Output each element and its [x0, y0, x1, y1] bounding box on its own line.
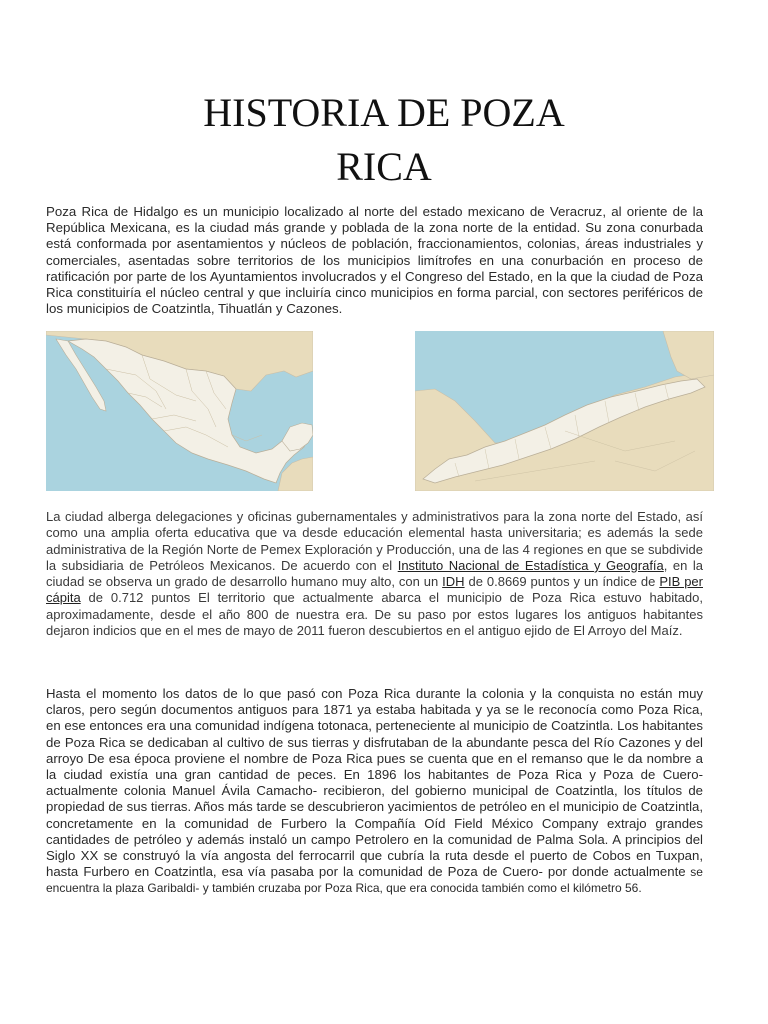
pib-per-capita-link[interactable]: PIB per cápita: [46, 574, 703, 606]
history-paragraph: [46, 686, 703, 897]
intro-paragraph: Poza Rica de Hidalgo es un municipio localizado al norte del estado mexicano de Veracruz, al oriente de la República Mexicana, es la ciudad más grande y poblada de la zona norte de la entidad. Su zona conurbada está conformada por asentamientos y núcleos de población, fraccionamientos, colonias, áreas industriales y comerciales, asentadas sobre territorios de los municipios limítrofes en una conurbación en proceso de ratificación por parte de los Ayuntamientos involucrados y el Congreso del Estado, en la que la ciudad de Poza Rica constituiría el núcleo central y que incluiría cinco municipios en forma parcial, con sectores periféricos de los municipios de Coatzintla, Tihuatlán y Cazones.: [46, 204, 703, 317]
city-paragraph-part1: La ciudad alberga delegaciones y oficinas gubernamentales y administrativos para la zona norte del Estado, así como una amplia oferta educativa que va desde educación elemental hasta universitaria; es además la sede administrativa de la Región Norte de Pemex Exploración y Producción, una de las 4 regiones en que se subdivide la subsidiaria de Petróleos Mexicanos. De acuerdo con el: [46, 509, 703, 573]
history-paragraph-tail: se encuentra la plaza Garibaldi- y también cruzaba por Poza Rica, que era conocida también como el kilómetro 56.: [46, 865, 703, 896]
city-paragraph-part4: de 0.712 puntos El territorio que actualmente abarca el municipio de Poza Rica estuvo habitado, aproximadamente, desde el año 800 de nuestra era. De su paso por estos lugares los antiguos habitantes dejaron indicios que en el mes de mayo de 2011 fueron descubiertos en el antiguo ejido de El Arroyo del Maíz.: [46, 590, 703, 639]
history-paragraph-main: Hasta el momento los datos de lo que pasó con Poza Rica durante la colonia y la conquista no están muy claros, pero según documentos antiguos para 1871 ya estaba habitada y ya se le reconocía como Poza Rica, en ese entonces era una comunidad indígena totonaca, perteneciente al municipio de Coatzintla. Los habitantes de Poza Rica se dedicaban al cultivo de sus tierras y disfrutaban de la abundante pesca del Río Cazones y del arroyo De esa época proviene el nombre de Poza Rica pues se cuenta que en el remanso que le da nombre a la ciudad existía una gran cantidad de peces. En 1896 los habitantes de Poza Rica y Poza de Cuero- actualmente colonia Manuel Ávila Camacho- recibieron, del gobierno municipal de Coatzintla, los títulos de propiedad de sus tierras. Años más tarde se descubrieron yacimientos de petróleo en el municipio de Coatzintla, concretamente en la comunidad de Furbero la Compañía Oíd Field México Company extrajo grandes cantidades de petróleo y además instaló un campo Petrolero en la comunidad de Palma Sola. A principios del Siglo XX se construyó la vía angosta del ferrocarril que cubría la ruta desde el puerto de Cobos en Tuxpan, hasta Furbero en Coatzintla, esa vía pasaba por la comunidad de Poza de Cuero- por donde actualmente: [46, 686, 703, 880]
veracruz-location-map: [415, 331, 714, 491]
page-title: [0, 86, 768, 194]
mexico-location-map: [46, 331, 313, 491]
city-paragraph-part2: , en la ciudad se observa un grado de desarrollo humano muy alto, con un: [46, 557, 704, 590]
title-line-1: HISTORIA DE POZA: [203, 90, 565, 135]
inegi-link[interactable]: Instituto Nacional de Estadística y Geografía: [397, 557, 664, 573]
city-paragraph: [46, 509, 703, 639]
title-line-2: RICA: [336, 144, 432, 189]
mexico-map-graphic: [46, 331, 313, 491]
idh-link[interactable]: IDH: [442, 574, 465, 590]
city-paragraph-part3: de 0.8669 puntos y un índice de: [464, 574, 660, 590]
veracruz-map-graphic: [415, 331, 714, 491]
